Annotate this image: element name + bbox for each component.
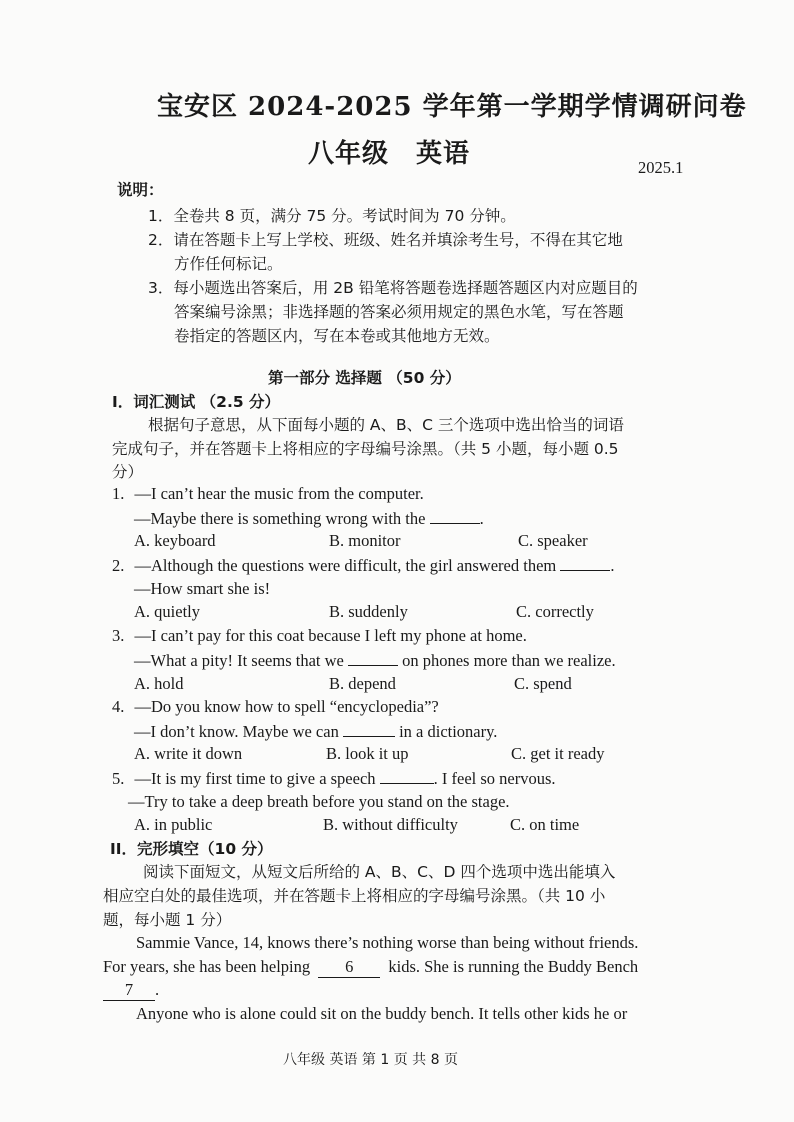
option-c: C. get it ready <box>511 744 605 763</box>
question-line: . <box>610 556 615 575</box>
answer-blank <box>380 768 434 784</box>
question-1 <box>112 484 424 504</box>
option-a: A. keyboard <box>134 531 216 550</box>
question-line: in a dictionary. <box>399 722 498 741</box>
section2-intro-line-2: 相应空白处的最佳选项，并在答题卡上将相应的字母编号涂黑。（共 10 小 <box>103 887 606 905</box>
question-2-line-2: —How smart she is! <box>134 579 271 598</box>
option-b: B. depend <box>329 674 396 693</box>
question-number: 4. <box>112 697 125 716</box>
section1-intro-line-1: 根据句子意思，从下面每小题的 A、B、C 三个选项中选出恰当的词语 <box>148 416 624 434</box>
instruction-item-2-line-1: 2．请在答题卡上写上学校、班级、姓名并填涂考生号，不得在其它地 <box>148 231 623 249</box>
question-1-line-2 <box>134 508 484 529</box>
instruction-item-2-line-2: 方作任何标记。 <box>174 255 283 273</box>
question-line: —Maybe there is something wrong with the <box>134 509 426 528</box>
question-4 <box>112 697 439 717</box>
section1-heading: I．词汇测试 （2.5 分） <box>112 393 281 411</box>
option-c: C. on time <box>510 815 580 834</box>
instruction-item-1: 1．全卷共 8 页，满分 75 分。考试时间为 70 分钟。 <box>148 207 516 225</box>
part1-heading: 第一部分 选择题 （50 分） <box>268 369 461 387</box>
option-a: A. hold <box>134 674 184 693</box>
question-line: —I don’t know. Maybe we can <box>134 722 339 741</box>
answer-blank <box>343 721 395 737</box>
passage-line-4: Anyone who is alone could sit on the buddy bench. It tells other kids he or <box>136 1004 628 1023</box>
answer-blank <box>430 508 480 524</box>
question-line: —Do you know how to spell “encyclopedia”? <box>134 697 439 716</box>
passage-text: kids. She is running the Buddy Bench <box>388 957 639 976</box>
exam-subtitle: 八年级 英语 <box>308 139 471 169</box>
option-b: B. monitor <box>329 531 401 550</box>
question-line: —It is my first time to give a speech <box>134 769 376 788</box>
question-line: —I can’t hear the music from the computer. <box>134 484 424 503</box>
cloze-blank-6: 6 <box>318 957 380 978</box>
answer-blank <box>560 555 610 571</box>
question-line: —I can’t pay for this coat because I left my phone at home. <box>134 626 527 645</box>
cloze-blank-7: 7 <box>103 980 155 1001</box>
question-3 <box>112 626 527 646</box>
question-5-line-2: —Try to take a deep breath before you stand on the stage. <box>128 792 510 811</box>
question-number: 2. <box>112 556 125 575</box>
passage-text: . <box>155 980 160 999</box>
question-line: —What a pity! It seems that we <box>134 651 344 670</box>
question-line: on phones more than we realize. <box>402 651 616 670</box>
passage-text: For years, she has been helping <box>103 957 311 976</box>
option-b: B. without difficulty <box>323 815 458 834</box>
option-a: A. write it down <box>134 744 243 763</box>
instruction-item-3-line-2: 答案编号涂黑；非选择题的答案必须用规定的黑色水笔，写在答题 <box>174 303 624 321</box>
exam-date: 2025.1 <box>638 158 684 177</box>
option-a: A. quietly <box>134 602 200 621</box>
option-b: B. suddenly <box>329 602 408 621</box>
option-c: C. spend <box>514 674 572 693</box>
section2-heading: II．完形填空（10 分） <box>110 840 273 858</box>
option-b: B. look it up <box>326 744 409 763</box>
question-number: 1. <box>112 484 125 503</box>
question-number: 5. <box>112 769 125 788</box>
question-line: —Although the questions were difficult, the girl answered them <box>134 556 557 575</box>
instruction-item-3-line-1: 3．每小题选出答案后，用 2B 铅笔将答题卷选择题答题区内对应题目的 <box>148 279 638 297</box>
question-number: 3. <box>112 626 125 645</box>
answer-blank <box>348 650 398 666</box>
section2-intro-line-3: 题，每小题 1 分） <box>103 911 232 929</box>
option-c: C. correctly <box>516 602 594 621</box>
section2-intro-line-1: 阅读下面短文，从短文后所给的 A、B、C、D 四个选项中选出能填入 <box>143 863 616 881</box>
instruction-item-3-line-3: 卷指定的答题区内，写在本卷或其他地方无效。 <box>174 327 500 345</box>
exam-title: 宝安区 2024-2025 学年第一学期学情调研问卷 <box>157 92 747 122</box>
question-line: . I feel so nervous. <box>433 769 556 788</box>
passage-line-2 <box>103 957 638 978</box>
option-c: C. speaker <box>518 531 588 550</box>
option-a: A. in public <box>134 815 213 834</box>
passage-line-3 <box>103 980 159 1001</box>
question-line: . <box>479 509 484 528</box>
section1-intro-line-2: 完成句子，并在答题卡上将相应的字母编号涂黑。（共 5 小题，每小题 0.5 <box>112 440 619 458</box>
question-4-line-2 <box>134 721 497 742</box>
instructions-heading: 说明： <box>117 181 164 199</box>
question-2 <box>112 555 614 576</box>
passage-line-1: Sammie Vance, 14, knows there’s nothing worse than being without friends. <box>136 933 639 952</box>
question-3-line-2 <box>134 650 616 671</box>
page-footer: 八年级 英语 第 1 页 共 8 页 <box>283 1052 458 1068</box>
question-5 <box>112 768 556 789</box>
section1-intro-line-3: 分） <box>112 463 144 481</box>
